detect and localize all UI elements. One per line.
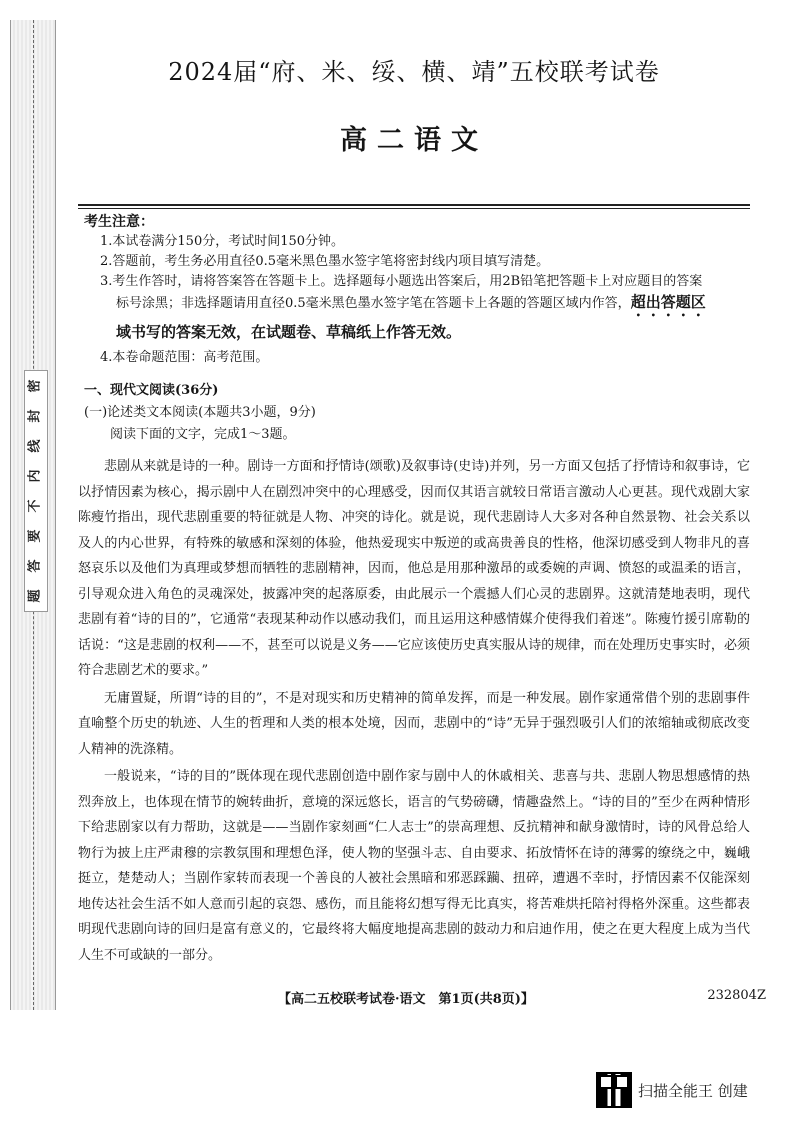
reading-instruction: 阅读下面的文字，完成1～3题。 (110, 427, 296, 442)
binding-char: 答 (27, 559, 43, 573)
notice-emphasis-start: 超出答题区 (630, 293, 706, 311)
notice-item-continued (84, 292, 750, 320)
binding-char: 封 (27, 409, 43, 423)
notice-item: 1.本试卷满分150分，考试时间150分钟。 (100, 234, 345, 249)
subsection-heading: (一)论述类文本阅读(本题共3小题，9分) (84, 405, 316, 420)
binding-char: 内 (27, 469, 43, 483)
reading-passage (78, 454, 750, 968)
part-heading: 一、现代文阅读(36分) (84, 383, 219, 398)
passage-paragraph: 无庸置疑，所谓“诗的目的”，不是对现实和历史精神的简单发挥，而是一种发展。剧作家通常借个别的悲剧事件直喻整个历史的轨迹、人生的哲理和人类的根本处境，因而，悲剧中的“诗”无异于强烈吸引人们的浓缩轴或彻底改变人精神的洗涤精。 (78, 690, 750, 757)
binding-label (24, 370, 48, 612)
passage-paragraph: 悲剧从来就是诗的一种。剧诗一方面和抒情诗(颂歌)及叙事诗(史诗)并列，另一方面又包括了抒情诗和叙事诗，它以抒情因素为核心，揭示剧中人在剧烈冲突中的心理感受，因而仅其语言就较日常语言激动人心更甚。现代戏剧大家陈瘦竹指出，现代悲剧重要的特征就是人物、冲突的诗化。就是说，现代悲剧诗人大多对各种自然景物、社会关系以及人的内心世界，有特殊的敏感和深刻的体验，他热爱现实中叛逆的或高贵善良的性格，他深切感受到人物非凡的喜怒哀乐以及他们为真理或梦想而牺牲的悲剧精神，因而，他总是用那种激昂的或委婉的声调、愤怒的或温柔的语言，引导观众进入角色的灵魂深处，披露冲突的起落原委，由此展示一个震撼人们心灵的悲剧界。这就清楚地表明，现代悲剧有着“诗的目的”，它通常“表现某种动作以感动我们，而且运用这种感情媒介使得我们着迷”。陈瘦竹援引席勒的话说：“这是悲剧的权利——不，甚至可以说是义务——它应该使历史真实服从诗的规律，而在处理历史事实时，必须符合悲剧艺术的要求。” (78, 459, 750, 678)
notice-emphasis-line: 域书写的答案无效，在试题卷、草稿纸上作答无效。 (116, 323, 462, 341)
footer-code: 232804Z (707, 988, 766, 1003)
header-divider-thin (78, 208, 750, 209)
binding-char: 要 (27, 529, 43, 543)
binding-char: 不 (27, 499, 43, 513)
footer-page-info: 【高二五校联考试卷·语文 第1页(共8页)】 (278, 992, 534, 1007)
notice-item-text: 标号涂黑；非选择题请用直径0.5毫米黑色墨水签字笔在答题卡上各题的答题区域内作答， (116, 296, 631, 311)
qr-code-icon (596, 1072, 632, 1108)
binding-char: 密 (27, 379, 43, 393)
binding-char: 线 (27, 439, 43, 453)
subject-title: 高二语文 (340, 125, 488, 156)
notice-item: 2.答题前，考生务必用直径0.5毫米黑色墨水签字笔将密封线内项目填写清楚。 (100, 254, 550, 269)
section-heading (84, 380, 750, 446)
notice-title: 考生注意： (84, 214, 154, 230)
passage-paragraph: 一般说来，“诗的目的”既体现在现代悲剧创造中剧作家与剧中人的休戚相关、悲喜与共、悲剧人物思想感情的热烈奔放上，也体现在情节的婉转曲折，意境的深远悠长，语言的气势磅礴，情趣盎然上。“诗的目的”至少在两种情形下给悲剧家以有力帮助，这就是——当剧作家刻画“仁人志士”的崇高理想、反抗精神和献身激情时，诗的风骨总给人物行为披上庄严肃穆的宗教氛围和理想色泽，使人物的坚强斗志、自由要求、拓放情怀在诗的薄雾的缭绕之中，巍峨挺立，楚楚动人；当剧作家转而表现一个善良的人被社会黑暗和邪恶踩躏、扭碎，遭遇不幸时，抒情因素不仅能深刻地传达社会生活不如人意而引起的哀怨、感伤，而且能将幻想写得无比真实，将苦难烘托陪衬得格外深重。这些都表明现代悲剧向诗的回归是富有意义的，它最终将大幅度地提高悲剧的鼓动力和启迪作用，使之在更大程度上成为当代人生不可或缺的一部分。 (78, 769, 750, 963)
header-divider (78, 204, 750, 206)
notice-item: 3.考生作答时，请将答案答在答题卡上。选择题每小题选出答案后，用2B铅笔把答题卡上对应题目的答案 (100, 274, 703, 289)
exam-title: 2024届“府、米、绥、横、靖”五校联考试卷 (168, 58, 660, 86)
binding-strip (10, 20, 56, 1010)
notice-item: 4.本卷命题范围：高考范围。 (100, 350, 269, 365)
candidate-notice (84, 212, 750, 368)
binding-char: 题 (27, 589, 43, 603)
scanner-watermark: 扫描全能王 创建 (638, 1082, 748, 1100)
